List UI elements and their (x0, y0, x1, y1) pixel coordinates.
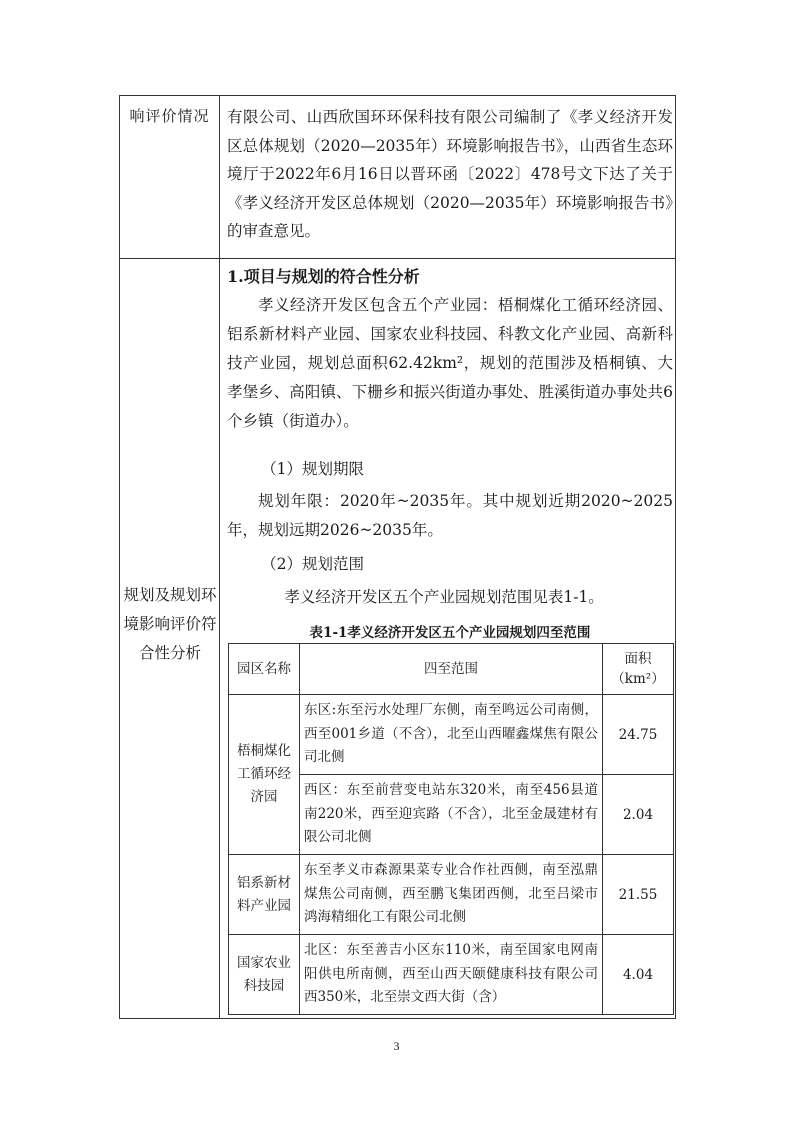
table-row (229, 855, 674, 935)
park-range: 东区:东至污水处理厂东侧，南至鸣远公司南侧，西至001乡道（不含），北至山西曜鑫煤焦有限公司北侧 (300, 695, 603, 775)
row1-label: 响评价情况 (129, 107, 210, 125)
park-range: 北区：东至善吉小区东110米，南至国家电网南阳供电所南侧，西至山西天颐健康科技有限公司西350米，北至崇文西大街（含） (300, 935, 603, 1015)
section-heading: 1.项目与规划的符合性分析 (227, 267, 420, 286)
form-table (119, 95, 676, 1019)
period-paragraph: 规划年限：2020年~2035年。其中规划近期2020~2025年，规划远期2026~2035年。 (227, 492, 673, 539)
table-row (229, 935, 674, 1015)
header-range: 四至范围 (300, 644, 603, 695)
table-header-row (229, 644, 674, 695)
column-divider (219, 96, 220, 1018)
page-number: 3 (393, 1039, 400, 1053)
header-area: 面积（km²） (603, 644, 674, 695)
park-area: 4.04 (603, 935, 674, 1015)
intro-paragraph: 孝义经济开发区包含五个产业园：梧桐煤化工循环经济园、铝系新材料产业园、国家农业科技园、科教文化产业园、高新科技产业园，规划总面积62.42km²，规划的范围涉及梧桐镇、大孝堡乡、高阳镇、下栅乡和振兴街道办事处、胜溪街道办事处共6个乡镇（街道办）。 (227, 296, 673, 430)
header-park: 园区名称 (229, 644, 300, 695)
park-area: 2.04 (603, 775, 674, 855)
park-area: 21.55 (603, 855, 674, 935)
park-name: 铝系新材料产业园 (229, 855, 300, 935)
table-row (229, 695, 674, 775)
park-name: 国家农业科技园 (229, 935, 300, 1015)
scope-paragraph: 孝义经济开发区五个产业园规划范围见表1-1。 (284, 588, 604, 606)
row-divider (120, 258, 675, 259)
row1-content: 有限公司、山西欣国环环保科技有限公司编制了《孝义经济开发区总体规划（2020—2035年）环境影响报告书》，山西省生态环境厅于2022年6月16日以晋环函〔2022〕478号文下达了关于《孝义经济开发区总体规划（2020—2035年）环境影响报告书》的审查意见。 (227, 108, 673, 240)
park-range: 西区：东至前营变电站东320米，南至456县道南220米，西至迎宾路（不含），北至金晟建材有限公司北侧 (300, 775, 603, 855)
row2-label: 规划及规划环境影响评价符合性分析 (123, 586, 217, 662)
subsection-title-period: （1）规划期限 (261, 460, 364, 478)
table-caption: 表1-1孝义经济开发区五个产业园规划四至范围 (309, 625, 591, 641)
subsection-title-scope: （2）规划范围 (261, 555, 364, 573)
park-area: 24.75 (603, 695, 674, 775)
park-scope-table (228, 643, 674, 1015)
park-range: 东至孝义市森源果菜专业合作社西侧，南至泓鼎煤焦公司南侧，西至鹏飞集团西侧，北至吕梁市鸿海精细化工有限公司北侧 (300, 855, 603, 935)
park-name: 梧桐煤化工循环经济园 (229, 695, 300, 855)
